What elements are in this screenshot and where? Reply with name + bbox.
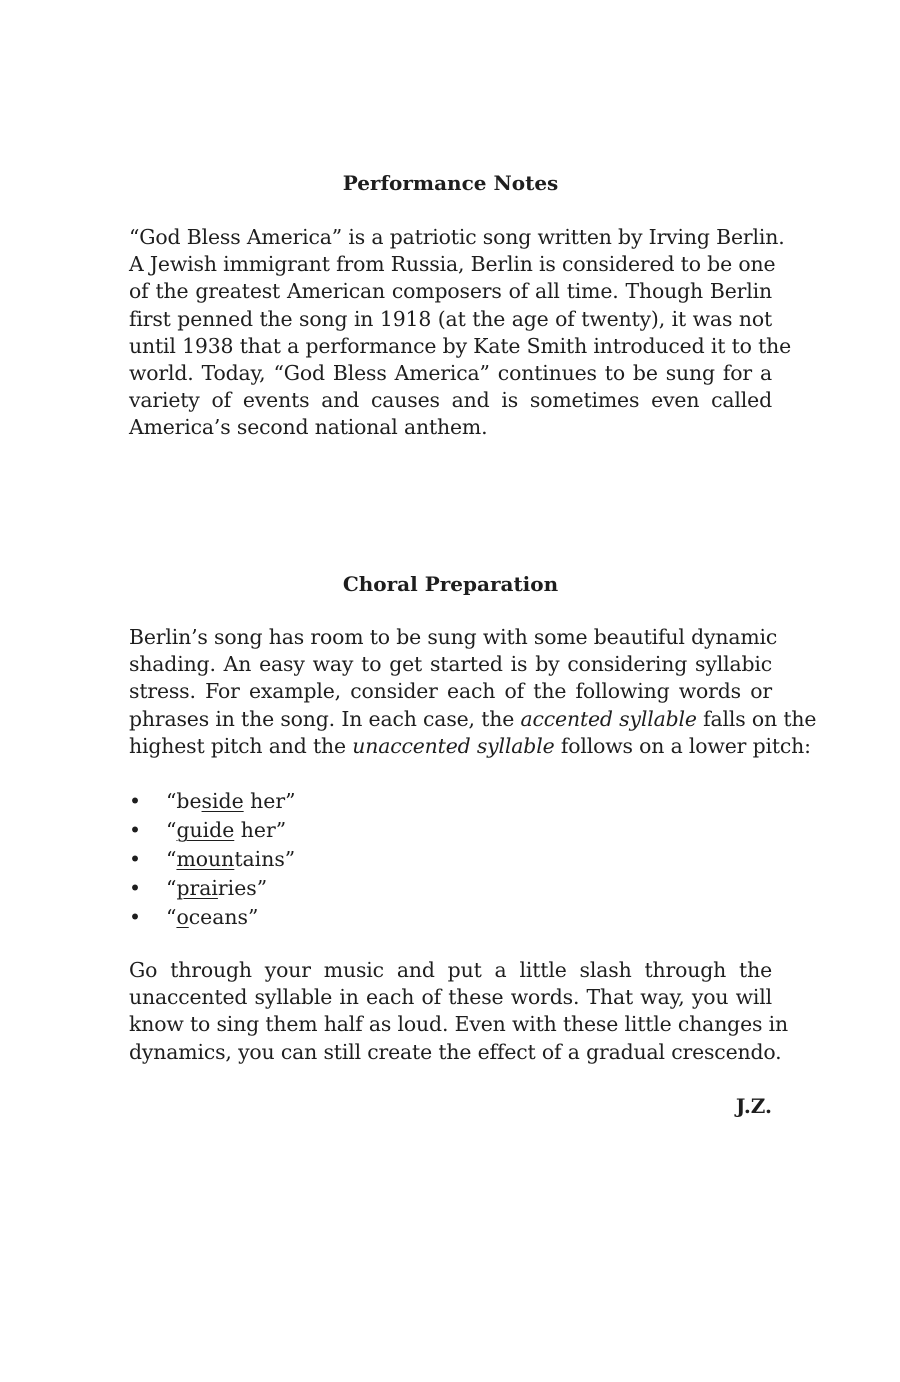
accented-syllable: moun [176, 847, 235, 871]
line-text: highest pitch and the [129, 733, 353, 758]
paragraph-line: shading. An easy way to get started is by considering syllabic [129, 652, 772, 677]
paragraph-line: America’s second national anthem. [129, 415, 488, 440]
bullet: • [129, 905, 142, 929]
paragraph-line: “God Bless America” is a patriotic song written by Irving Berlin. [129, 225, 785, 249]
choral-closing-paragraph [129, 957, 788, 1066]
bullet: • [129, 789, 142, 813]
unaccented-syllable-term: unaccented syllable [352, 733, 555, 758]
paragraph-line: unaccented syllable in each of these words. That way, you will [129, 985, 772, 1010]
paragraph-line: world. Today, “God Bless America” continues to be sung for a [129, 360, 772, 385]
word-part: her” [243, 789, 296, 813]
word-part: ceans” [188, 905, 259, 929]
accented-syllable: guide [176, 818, 235, 842]
line-text: follows on a lower pitch: [554, 733, 811, 758]
list-item [129, 845, 772, 874]
word-part: “ [166, 847, 177, 871]
paragraph-line: until 1938 that a performance by Kate Smith introduced it to the [129, 333, 792, 358]
choral-preparation-heading: Choral Preparation [342, 572, 559, 596]
paragraph-line: stress. For example, consider each of the following words or [129, 679, 772, 704]
word-part: “ [166, 876, 177, 900]
word-part: “be [166, 789, 202, 813]
list-item [129, 787, 772, 816]
bullet: • [129, 847, 142, 871]
paragraph-line: Berlin’s song has room to be sung with some beautiful dynamic [129, 625, 778, 649]
paragraph-line [129, 733, 811, 760]
paragraph-line: variety of events and causes and is sometimes even called [129, 388, 772, 413]
word-part: tains” [234, 847, 296, 871]
word-part: ries” [217, 876, 268, 900]
author-signature: J.Z. [735, 1094, 772, 1118]
paragraph-line: A Jewish immigrant from Russia, Berlin is considered to be one [129, 252, 776, 277]
word-part: “ [166, 905, 177, 929]
paragraph-line: first penned the song in 1918 (at the age of twenty), it was not [129, 306, 772, 331]
accented-syllable: prai [176, 876, 218, 900]
line-text: phrases in the song. In each case, the [129, 706, 521, 731]
word-part: “ [166, 818, 177, 842]
performance-notes-paragraph [129, 224, 792, 442]
paragraph-line: of the greatest American composers of all time. Though Berlin [129, 279, 772, 304]
accented-syllable: side [201, 789, 244, 813]
choral-intro-paragraph [129, 624, 817, 760]
syllable-list [129, 787, 772, 932]
accented-syllable-term: accented syllable [520, 706, 697, 731]
paragraph-line: Go through your music and put a little slash through the [129, 958, 772, 982]
list-item [129, 874, 772, 903]
word-part: her” [234, 818, 287, 842]
bullet: • [129, 818, 142, 842]
performance-notes-heading: Performance Notes [342, 171, 559, 195]
bullet: • [129, 876, 142, 900]
list-item [129, 816, 772, 845]
accented-syllable: o [176, 905, 189, 929]
paragraph-line [129, 706, 817, 733]
list-item [129, 903, 772, 932]
paragraph-line: dynamics, you can still create the effect of a gradual crescendo. [129, 1039, 782, 1064]
line-text: falls on the [696, 706, 817, 731]
paragraph-line: know to sing them half as loud. Even with these little changes in [129, 1012, 788, 1037]
